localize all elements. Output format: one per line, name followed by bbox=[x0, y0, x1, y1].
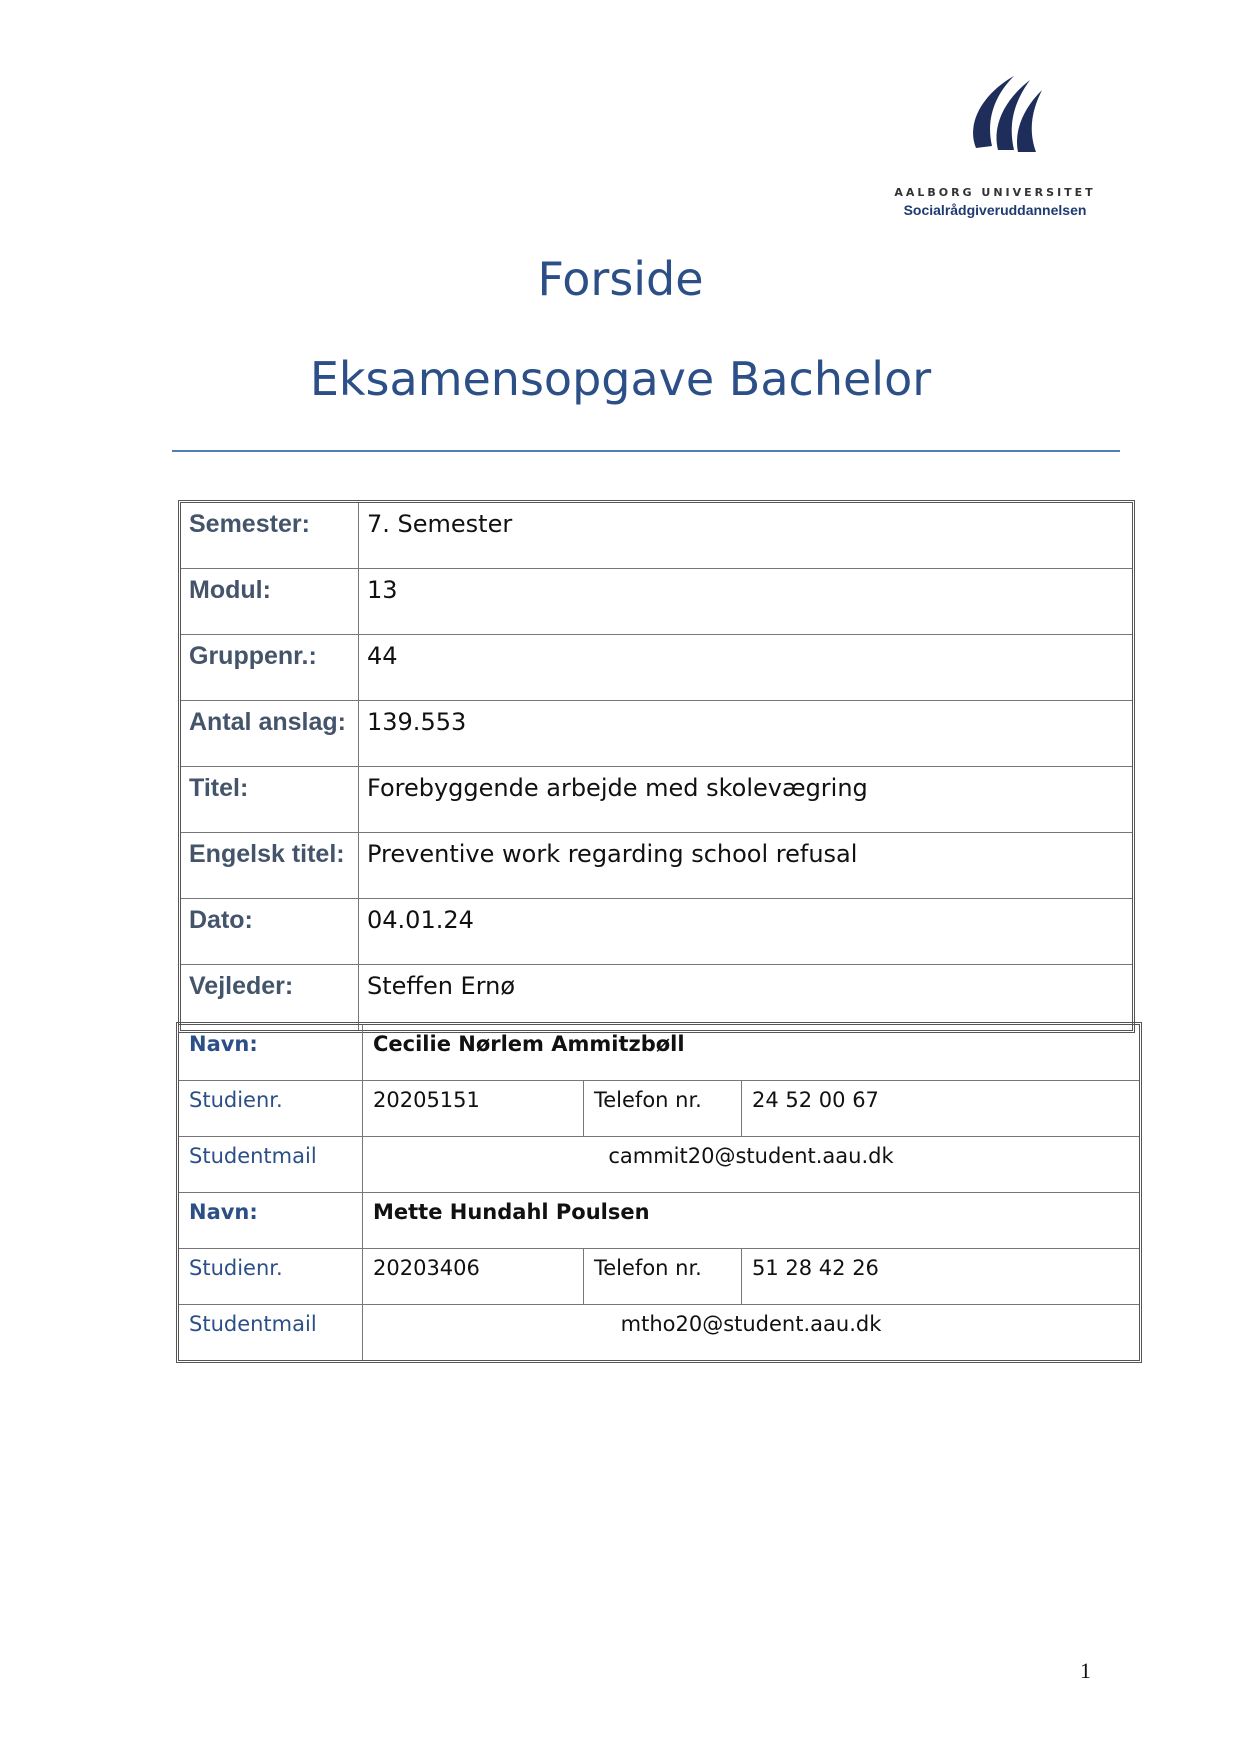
phone-number: 24 52 00 67 bbox=[742, 1081, 1139, 1137]
student-mail-label: Studentmail bbox=[179, 1305, 363, 1360]
student-mail: mtho20@student.aau.dk bbox=[620, 1312, 882, 1336]
table-row bbox=[181, 899, 1132, 965]
semester-label: Semester: bbox=[181, 503, 359, 569]
table-row bbox=[181, 635, 1132, 701]
table-row bbox=[179, 1137, 1139, 1193]
title-value: Forebyggende arbejde med skolevægring bbox=[359, 767, 1132, 833]
student-name: Mette Hundahl Poulsen bbox=[363, 1193, 1139, 1249]
phone-label: Telefon nr. bbox=[584, 1249, 742, 1305]
page-title: Forside bbox=[537, 252, 704, 306]
university-logo bbox=[890, 70, 1100, 220]
date-value: 04.01.24 bbox=[359, 899, 1132, 965]
table-row bbox=[181, 833, 1132, 899]
student-mail: cammit20@student.aau.dk bbox=[363, 1137, 1139, 1193]
phone-number: 51 28 42 26 bbox=[742, 1249, 1139, 1305]
table-row bbox=[181, 569, 1132, 635]
supervisor-label: Vejleder: bbox=[181, 965, 359, 1030]
semester-value: 7. Semester bbox=[359, 503, 1132, 569]
table-row bbox=[181, 767, 1132, 833]
table-row bbox=[179, 1305, 1139, 1360]
title-divider bbox=[172, 450, 1120, 452]
title-label: Titel: bbox=[181, 767, 359, 833]
student-number: 20203406 bbox=[363, 1249, 584, 1305]
department-name: Socialrådgiveruddannelsen bbox=[903, 202, 1087, 218]
student-name-label: Navn: bbox=[179, 1025, 363, 1081]
supervisor-value: Steffen Ernø bbox=[367, 972, 516, 1000]
table-row bbox=[181, 503, 1132, 569]
student-number: 20205151 bbox=[363, 1081, 584, 1137]
date-label: Dato: bbox=[181, 899, 359, 965]
english-title-value: Preventive work regarding school refusal bbox=[359, 833, 1132, 899]
student-name: Cecilie Nørlem Ammitzbøll bbox=[363, 1025, 1139, 1081]
student-number-label: Studienr. bbox=[179, 1081, 363, 1137]
table-row bbox=[179, 1249, 1139, 1305]
table-row bbox=[181, 965, 1132, 1030]
phone-label: Telefon nr. bbox=[584, 1081, 742, 1137]
university-name: AALBORG UNIVERSITET bbox=[894, 186, 1096, 199]
character-count-label: Antal anslag: bbox=[181, 701, 359, 767]
page-number: 1 bbox=[1080, 1658, 1091, 1683]
assignment-info-table bbox=[178, 500, 1135, 1033]
character-count-value: 139.553 bbox=[359, 701, 1132, 767]
module-value: 13 bbox=[359, 569, 1132, 635]
table-row bbox=[179, 1025, 1139, 1081]
student-number-label: Studienr. bbox=[179, 1249, 363, 1305]
table-row bbox=[181, 701, 1132, 767]
students-table bbox=[176, 1022, 1142, 1363]
page-subtitle: Eksamensopgave Bachelor bbox=[309, 352, 932, 406]
english-title-label: Engelsk titel: bbox=[181, 833, 359, 899]
table-row bbox=[179, 1081, 1139, 1137]
table-row bbox=[179, 1193, 1139, 1249]
group-label: Gruppenr.: bbox=[181, 635, 359, 701]
group-value: 44 bbox=[359, 635, 1132, 701]
student-mail-label: Studentmail bbox=[179, 1137, 363, 1193]
module-label: Modul: bbox=[181, 569, 359, 635]
student-name-label: Navn: bbox=[179, 1193, 363, 1249]
aau-wave-logo-icon bbox=[962, 70, 1046, 170]
